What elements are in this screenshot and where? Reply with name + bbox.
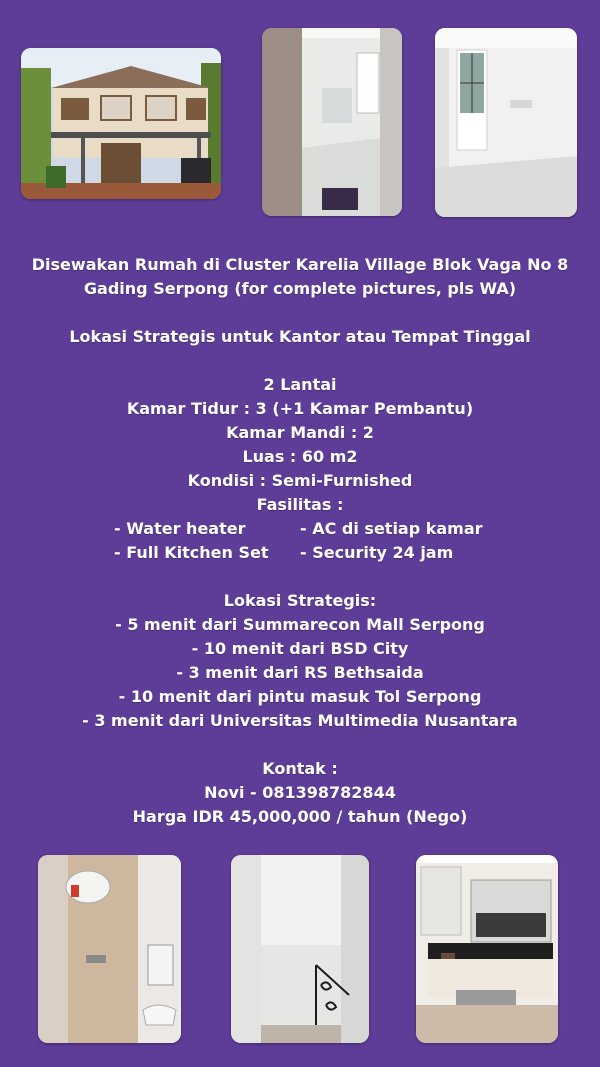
spec-condition: Kondisi : Semi-Furnished xyxy=(187,471,413,490)
house-exterior-photo xyxy=(21,48,221,199)
facilities-row-1 xyxy=(0,517,600,541)
staircase-photo xyxy=(231,855,369,1043)
facility-item: - AC di setiap kamar xyxy=(300,519,483,538)
facility-item: - Water heater xyxy=(114,519,246,538)
kitchen-photo xyxy=(416,855,558,1043)
facility-item: - Full Kitchen Set xyxy=(114,543,269,562)
spec-area: Luas : 60 m2 xyxy=(242,447,358,466)
listing-title-line-2: Gading Serpong (for complete pictures, pls WA) xyxy=(83,279,517,298)
location-item: - 10 menit dari pintu masuk Tol Serpong xyxy=(118,687,482,706)
facility-item: - Security 24 jam xyxy=(300,543,454,562)
facilities-row-2 xyxy=(0,541,600,565)
location-item: - 3 menit dari Universitas Multimedia Nusantara xyxy=(82,711,518,730)
hallway-kitchen-photo xyxy=(262,28,402,216)
contact-heading: Kontak : xyxy=(262,759,338,778)
empty-room-window-photo xyxy=(435,28,577,217)
location-heading: Lokasi Strategis: xyxy=(223,591,377,610)
listing-text-block xyxy=(0,253,600,829)
spec-floors: 2 Lantai xyxy=(263,375,337,394)
location-item: - 5 menit dari Summarecon Mall Serpong xyxy=(115,615,485,634)
location-item: - 10 menit dari BSD City xyxy=(191,639,409,658)
contact-person: Novi - 081398782844 xyxy=(204,783,396,802)
location-item: - 3 menit dari RS Bethsaida xyxy=(176,663,424,682)
listing-subtitle: Lokasi Strategis untuk Kantor atau Tempat Tinggal xyxy=(69,327,531,346)
spec-bedrooms: Kamar Tidur : 3 (+1 Kamar Pembantu) xyxy=(126,399,474,418)
facilities-heading: Fasilitas : xyxy=(256,495,344,514)
bathroom-photo xyxy=(38,855,181,1043)
listing-title-line-1: Disewakan Rumah di Cluster Karelia Village Blok Vaga No 8 xyxy=(31,255,569,274)
price-text: Harga IDR 45,000,000 / tahun (Nego) xyxy=(132,807,468,826)
spec-bathrooms: Kamar Mandi : 2 xyxy=(226,423,374,442)
